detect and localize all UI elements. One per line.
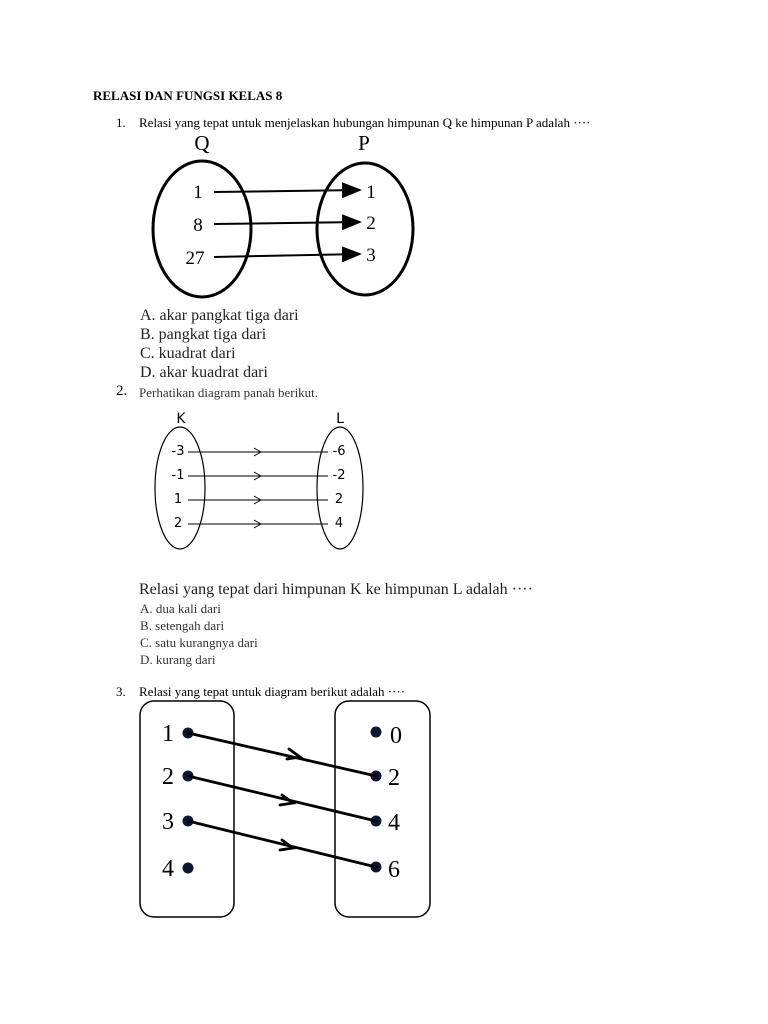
q1-right-item: 1	[366, 182, 376, 203]
q2-option-b[interactable]: B. setengah dari	[140, 618, 225, 633]
q2-arrow-diagram	[150, 404, 370, 556]
q1-right-item: 2	[366, 213, 376, 234]
q3-right-dot	[371, 727, 382, 738]
q2-right-item: -6	[332, 444, 346, 459]
q2-right-set-label: L	[336, 411, 344, 427]
q3-left-item: 2	[162, 764, 174, 790]
q1-option-d[interactable]: D. akar kuadrat dari	[140, 364, 268, 381]
q3-arrow-head	[287, 749, 300, 759]
q1-right-set-label: P	[358, 131, 370, 155]
q3-right-item: 6	[388, 857, 400, 883]
q2-option-c[interactable]: C. satu kurangnya dari	[140, 635, 258, 650]
q1-text: Relasi yang tepat untuk menjelaskan hubungan himpunan Q ke himpunan P adalah ····	[139, 115, 591, 130]
q2-left-set-label: K	[176, 411, 186, 427]
q3-left-item: 4	[162, 856, 174, 882]
q3-arrow	[188, 821, 376, 867]
q2-option-d[interactable]: D. kurang dari	[140, 652, 216, 667]
q2-number: 2.	[116, 383, 128, 399]
q2-right-item: -2	[332, 468, 346, 483]
q1-options	[140, 306, 299, 382]
q2-left-item: 2	[173, 516, 183, 531]
q3-left-item: 3	[162, 809, 174, 835]
q3-right-item: 0	[390, 723, 402, 749]
q3-arrow	[188, 776, 376, 821]
q1-option-a[interactable]: A. akar pangkat tiga dari	[140, 307, 299, 324]
q2-right-item: 4	[334, 516, 344, 531]
q1-arrow	[214, 222, 360, 224]
q2-left-item: 1	[173, 492, 183, 507]
q2-lead-text: Relasi yang tepat dari himpunan K ke himpunan L adalah ····	[139, 581, 533, 598]
q2-left-item: -1	[171, 468, 185, 483]
q1-arrow	[214, 254, 360, 257]
q1-right-item: 3	[366, 245, 376, 266]
q3-left-dot	[183, 863, 194, 874]
q3-arrow	[188, 733, 376, 776]
q1-left-set-label: Q	[194, 131, 210, 155]
q3-arrow-head	[280, 795, 293, 805]
q3-left-item: 1	[162, 721, 174, 747]
q1-arrow-diagram	[140, 126, 430, 306]
q3-right-item: 2	[388, 765, 400, 791]
q3-number: 3.	[116, 684, 126, 699]
q1-option-b[interactable]: B. pangkat tiga dari	[140, 326, 267, 343]
q1-left-item: 8	[193, 215, 203, 236]
q1-left-item: 1	[193, 182, 203, 203]
q3-text: Relasi yang tepat untuk diagram berikut adalah ····	[139, 684, 406, 699]
q1-option-c[interactable]: C. kuadrat dari	[140, 345, 236, 362]
q2-text: Perhatikan diagram panah berikut.	[139, 385, 319, 400]
q1-set-p-ellipse	[317, 163, 413, 295]
q2-right-item: 2	[334, 492, 344, 507]
q3-right-item: 4	[388, 810, 400, 836]
q2-option-a[interactable]: A. dua kali dari	[140, 601, 221, 616]
page-title: RELASI DAN FUNGSI KELAS 8	[93, 88, 283, 103]
q3-right-set-box	[335, 701, 430, 917]
q1-left-item: 27	[185, 248, 205, 269]
q2-options	[140, 600, 258, 668]
q1-number: 1.	[116, 115, 126, 130]
q3-arrow-diagram	[138, 698, 432, 920]
q2-left-item: -3	[171, 444, 185, 459]
q1-arrow	[214, 190, 360, 192]
